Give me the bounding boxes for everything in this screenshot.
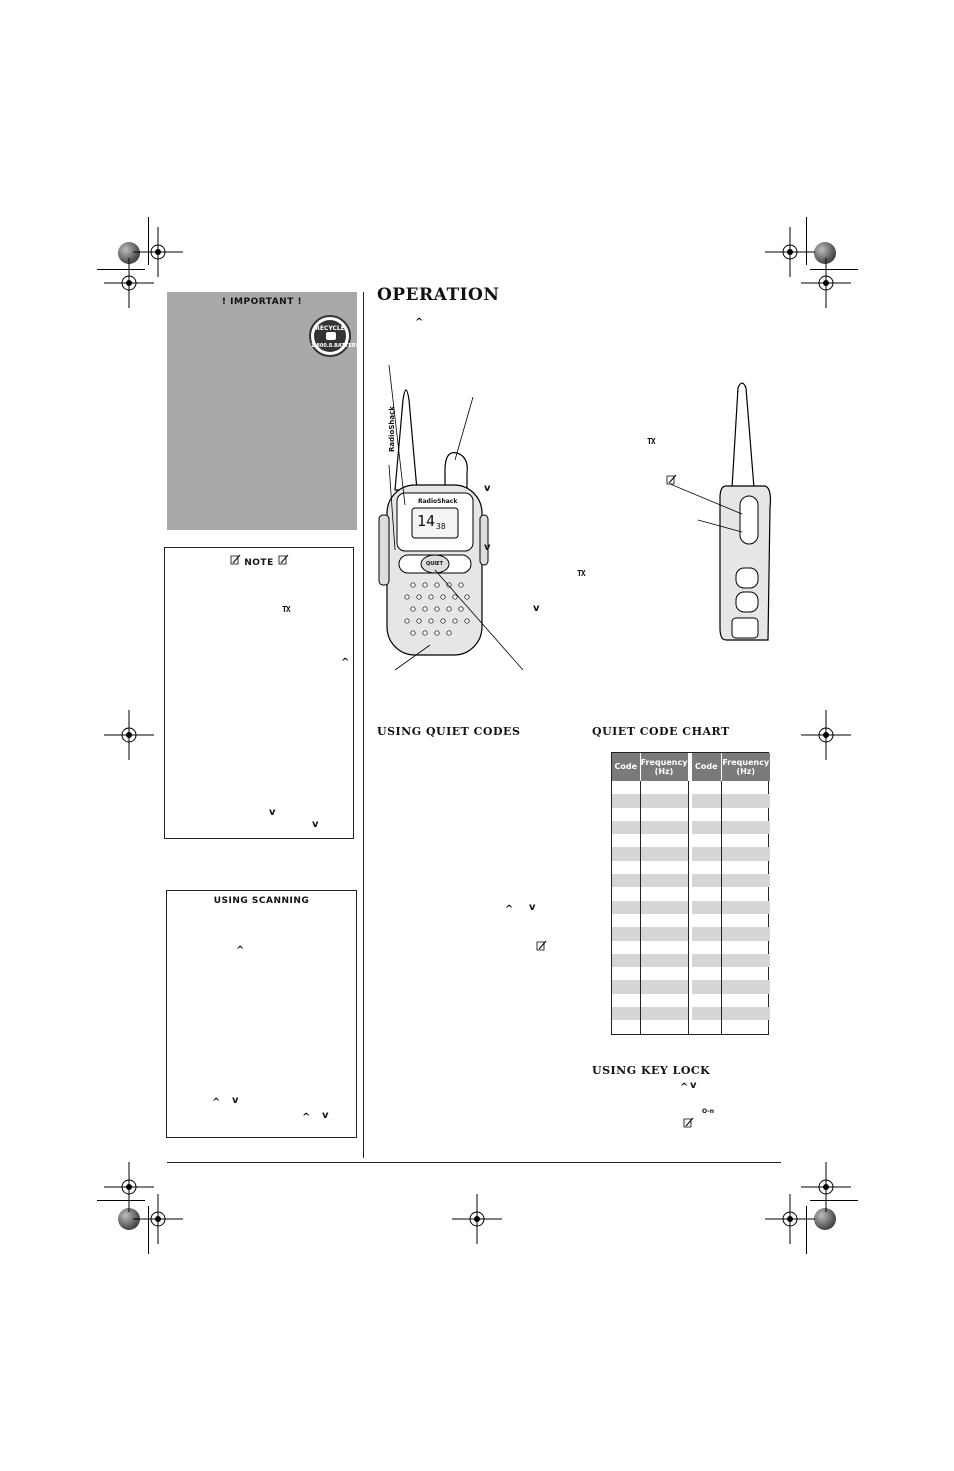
table-cell [612, 941, 640, 954]
table-cell [612, 887, 640, 900]
important-title: IMPORTANT [230, 297, 294, 307]
recycle-badge-text: RECYCLE [315, 325, 345, 332]
up-arrow-icon: ^ [415, 317, 424, 328]
table-cell [640, 821, 688, 834]
table-cell [721, 794, 770, 807]
table-cell [692, 927, 721, 940]
down-arrow-icon: v [312, 819, 319, 830]
table-row [612, 834, 770, 847]
down-arrow-icon: v [529, 902, 536, 913]
note-pen-icon [682, 1117, 694, 1129]
table-header-row [612, 753, 770, 781]
section-key-lock: USING KEY LOCK [592, 1064, 711, 1077]
table-row [612, 954, 770, 967]
table-row [612, 874, 770, 887]
table-row [612, 901, 770, 914]
page-title: OPERATION [377, 285, 500, 305]
table-cell [721, 887, 770, 900]
table-cell [721, 927, 770, 940]
tx-indicator-icon: TX [282, 605, 290, 614]
recycle-badge-phone: 1.800.8.BATTERY [311, 343, 359, 349]
recycle-badge [309, 315, 359, 357]
table-cell [640, 847, 688, 860]
table-cell [640, 994, 688, 1007]
table-cell [721, 861, 770, 874]
table-cell [721, 914, 770, 927]
table-cell [612, 794, 640, 807]
quiet-code-table [612, 753, 770, 1034]
device-quiet-button: QUIET [426, 561, 443, 567]
table-cell [692, 914, 721, 927]
crosshair-mark-icon [765, 1194, 815, 1244]
up-arrow-icon: ^ [212, 1097, 221, 1108]
table-row [612, 980, 770, 993]
trim-line [97, 1200, 145, 1201]
column-divider [363, 292, 364, 1158]
table-row [612, 1020, 770, 1033]
header-code: Code [612, 753, 640, 781]
radio-front-illustration [375, 365, 550, 680]
crosshair-mark-icon [104, 710, 154, 760]
table-cell [640, 794, 688, 807]
table-cell [692, 834, 721, 847]
table-cell [692, 980, 721, 993]
crosshair-mark-icon [104, 258, 154, 308]
table-cell [612, 861, 640, 874]
table-cell [721, 1007, 770, 1020]
note-title: NOTE [244, 558, 274, 568]
table-cell [692, 861, 721, 874]
table-cell [721, 967, 770, 980]
table-cell [721, 781, 770, 794]
table-cell [612, 1007, 640, 1020]
crosshair-mark-icon [452, 1194, 502, 1244]
table-cell [612, 874, 640, 887]
table-cell [640, 927, 688, 940]
down-arrow-icon: v [690, 1080, 697, 1091]
header-frequency: Frequency (Hz) [721, 753, 770, 781]
table-cell [692, 781, 721, 794]
note-pen-icon [277, 554, 289, 566]
table-cell [692, 847, 721, 860]
table-row [612, 927, 770, 940]
table-row [612, 994, 770, 1007]
down-arrow-icon: v [269, 807, 276, 818]
up-arrow-icon: ^ [341, 657, 350, 668]
crosshair-mark-icon [801, 258, 851, 308]
table-cell [640, 901, 688, 914]
trim-line [97, 269, 145, 270]
table-cell [721, 1020, 770, 1033]
table-cell [640, 941, 688, 954]
table-row [612, 967, 770, 980]
table-cell [721, 994, 770, 1007]
trim-line [806, 1206, 807, 1254]
table-cell [640, 914, 688, 927]
table-cell [692, 808, 721, 821]
up-arrow-icon: ^ [236, 945, 245, 956]
table-cell [692, 887, 721, 900]
header-frequency: Frequency (Hz) [640, 753, 688, 781]
table-cell [692, 1007, 721, 1020]
table-cell [692, 901, 721, 914]
trim-line [810, 269, 858, 270]
table-cell [640, 874, 688, 887]
table-cell [640, 861, 688, 874]
table-cell [612, 994, 640, 1007]
table-cell [612, 847, 640, 860]
table-cell [640, 1020, 688, 1033]
table-cell [612, 901, 640, 914]
note-pen-icon [535, 940, 547, 952]
exclamation-icon: ! [221, 297, 227, 307]
table-cell [721, 980, 770, 993]
table-cell [721, 901, 770, 914]
device-brand-top: RadioShack [418, 498, 458, 505]
section-chart-title: QUIET CODE CHART [592, 725, 730, 738]
table-cell [721, 941, 770, 954]
footer-rule [167, 1162, 781, 1163]
table-cell [640, 808, 688, 821]
important-title-row [167, 292, 357, 307]
table-cell [692, 821, 721, 834]
section-quiet-codes: USING QUIET CODES [377, 725, 521, 738]
down-arrow-icon: v [484, 542, 491, 553]
table-row [612, 794, 770, 807]
scanning-box [166, 890, 357, 1138]
table-cell [612, 914, 640, 927]
table-cell [640, 887, 688, 900]
radio-side-illustration [670, 378, 780, 648]
table-row [612, 781, 770, 794]
table-cell [640, 1007, 688, 1020]
table-cell [640, 967, 688, 980]
table-cell [640, 781, 688, 794]
table-cell [612, 781, 640, 794]
trim-line [148, 1206, 149, 1254]
table-cell [721, 821, 770, 834]
down-arrow-icon: v [232, 1095, 239, 1106]
tx-indicator-icon: TX [577, 569, 585, 578]
table-cell [612, 834, 640, 847]
scanning-title: USING SCANNING [213, 896, 310, 906]
battery-icon [326, 332, 336, 340]
table-cell [692, 794, 721, 807]
trim-line [806, 217, 807, 265]
table-cell [721, 808, 770, 821]
table-cell [692, 967, 721, 980]
down-arrow-icon: v [533, 603, 540, 614]
table-cell [640, 834, 688, 847]
table-cell [612, 808, 640, 821]
trim-line [148, 217, 149, 265]
note-title-row [165, 548, 353, 568]
table-row [612, 941, 770, 954]
device-display-code: 38 [436, 522, 446, 531]
table-cell [721, 874, 770, 887]
device-display-channel: 14 [417, 512, 436, 530]
key-lock-icon: O-n [702, 1108, 714, 1115]
table-row [612, 914, 770, 927]
table-row [612, 861, 770, 874]
table-cell [692, 874, 721, 887]
down-arrow-icon: v [484, 483, 491, 494]
table-cell [721, 954, 770, 967]
table-cell [721, 834, 770, 847]
note-pen-icon [229, 554, 241, 566]
table-cell [640, 980, 688, 993]
table-row [612, 821, 770, 834]
up-arrow-icon: ^ [302, 1112, 311, 1123]
table-row [612, 808, 770, 821]
device-brand-side: RadioShack [388, 406, 396, 452]
table-cell [721, 847, 770, 860]
table-cell [692, 941, 721, 954]
table-row [612, 847, 770, 860]
table-cell [612, 967, 640, 980]
quiet-code-chart [611, 752, 769, 1035]
table-row [612, 1007, 770, 1020]
tx-indicator-icon: TX [647, 437, 655, 446]
table-cell [612, 927, 640, 940]
down-arrow-icon: v [322, 1110, 329, 1121]
crosshair-mark-icon [801, 710, 851, 760]
table-cell [692, 1020, 721, 1033]
note-box [164, 547, 354, 839]
trim-line [810, 1200, 858, 1201]
table-cell [640, 954, 688, 967]
crosshair-mark-icon [133, 1194, 183, 1244]
header-code: Code [692, 753, 721, 781]
table-cell [612, 980, 640, 993]
table-cell [612, 954, 640, 967]
exclamation-icon: ! [297, 297, 303, 307]
important-box [167, 292, 357, 530]
up-arrow-icon: ^ [505, 904, 514, 915]
table-cell [692, 954, 721, 967]
table-cell [692, 994, 721, 1007]
table-row [612, 887, 770, 900]
up-arrow-icon: ^ [680, 1082, 689, 1093]
table-cell [612, 821, 640, 834]
table-cell [612, 1020, 640, 1033]
